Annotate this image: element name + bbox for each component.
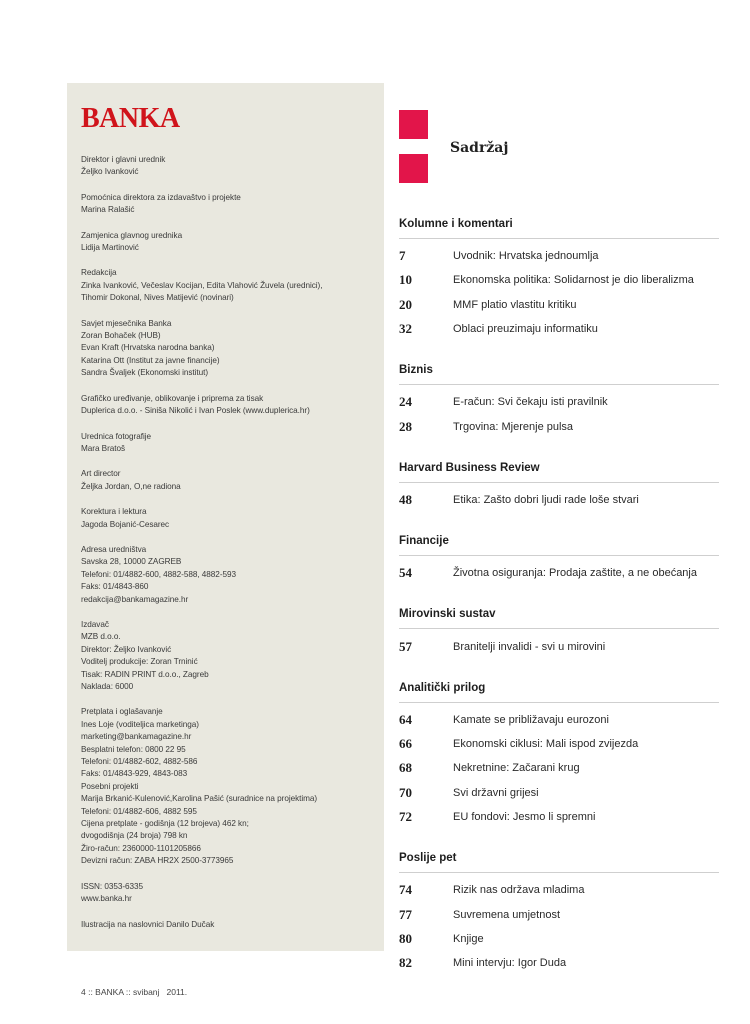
article-title: MMF platio vlastitu kritiku	[453, 298, 577, 311]
page-number: 54	[399, 565, 412, 581]
accent-square-top	[399, 110, 428, 139]
article-title: Etika: Zašto dobri ljudi rade loše stvari	[453, 493, 639, 506]
toc-entry	[399, 268, 719, 292]
credit-role: Izdavač	[81, 619, 109, 629]
page-number: 77	[399, 906, 412, 922]
section-heading: Analitički prilog	[399, 680, 719, 703]
credit-line: Ines Loje (voditeljica marketinga)	[81, 719, 199, 729]
toc-entry	[399, 756, 719, 780]
credit-line: Duplerica d.o.o. - Siniša Nikolić i Ivan Poslek (www.duplerica.hr)	[81, 406, 310, 416]
credit-line: www.banka.hr	[81, 894, 132, 904]
article-title: Svi državni grijesi	[453, 786, 539, 799]
article-title: Rizik nas održava mladima	[453, 884, 585, 897]
article-title: Ekonomska politika: Solidarnost je dio liberalizma	[453, 274, 694, 287]
section-heading: Kolumne i komentari	[399, 216, 719, 239]
credit-line: Željko Ivanković	[81, 167, 139, 177]
toc-entry	[399, 927, 719, 951]
page-number: 64	[399, 711, 412, 727]
credit-line: Evan Kraft (Hrvatska narodna banka)	[81, 343, 215, 353]
credit-line: Voditelj produkcije: Zoran Trninić	[81, 657, 198, 667]
toc-entry	[399, 317, 719, 341]
credit-role: Urednica fotografije	[81, 431, 151, 441]
toc-entry	[399, 390, 719, 414]
section-heading: Mirovinski sustav	[399, 606, 719, 629]
credit-role: Grafičko uređivanje, oblikovanje i priprema za tisak	[81, 393, 264, 403]
credit-line: Žiro-račun: 2360000-1101205866	[81, 843, 201, 853]
article-title: Branitelji invalidi - svi u mirovini	[453, 640, 606, 653]
credit-line: Naklada: 6000	[81, 682, 134, 691]
toc-entry	[399, 634, 719, 658]
page-number: 72	[399, 809, 412, 824]
page-number: 70	[399, 784, 412, 800]
page-number: 7	[399, 248, 406, 264]
credit-line: Željka Jordan, O,ne radiona	[81, 481, 181, 491]
credit-line: marketing@bankamagazine.hr	[81, 732, 192, 742]
toc-entry	[399, 732, 719, 756]
masthead-panel	[67, 83, 384, 951]
toc-section	[399, 362, 719, 439]
toc-entry	[399, 951, 719, 975]
toc-section	[399, 533, 719, 585]
page-number: 28	[399, 418, 412, 434]
credit-line: redakcija@bankamagazine.hr	[81, 594, 189, 604]
credit-role: Ilustracija na naslovnici Danilo Dučak	[81, 919, 215, 929]
credit-line: Savska 28, 10000 ZAGREB	[81, 557, 182, 567]
article-title: Oblaci preuzimaju informatiku	[453, 323, 598, 336]
section-heading: Biznis	[399, 362, 719, 385]
toc-entry	[399, 414, 719, 438]
credit-line: Telefoni: 01/4882-602, 4882-586	[81, 757, 198, 767]
section-heading: Poslije pet	[399, 850, 719, 873]
toc-sections	[399, 216, 719, 996]
credit-line: Tisak: RADIN PRINT d.o.o., Zagreb	[81, 669, 209, 679]
credit-line: Faks: 01/4843-929, 4843-083	[81, 769, 188, 779]
credit-line: Telefoni: 01/4882-606, 4882 595	[81, 806, 197, 816]
credit-line: Zinka Ivanković, Večeslav Kocijan, Edita Vlahović Žuvela (urednici),	[81, 280, 323, 290]
credit-role: Pomoćnica direktora za izdavaštvo i projekte	[81, 192, 241, 202]
article-title: Ekonomski ciklusi: Mali ispod zvijezda	[453, 738, 639, 751]
credit-line: Tihomir Dokonal, Nives Matijević (novinari)	[81, 293, 234, 303]
masthead-credit-block	[81, 318, 384, 380]
article-title: Uvodnik: Hrvatska jednoumlja	[453, 250, 599, 263]
section-heading: Harvard Business Review	[399, 460, 719, 483]
article-title: Nekretnine: Začarani krug	[453, 762, 580, 775]
credit-line: Devizni račun: ZABA HR2X 2500-3773965	[81, 856, 234, 866]
masthead-credit-block	[81, 506, 384, 531]
toc-section	[399, 680, 719, 829]
credit-role: Zamjenica glavnog urednika	[81, 230, 183, 240]
toc-section	[399, 850, 719, 975]
credit-line: Marija Brkanić-Kulenović,Karolina Pašić (suradnice na projektima)	[81, 794, 318, 804]
credit-line: Posebni projekti	[81, 781, 139, 791]
masthead-credit-block	[81, 393, 384, 418]
toc-section	[399, 460, 719, 512]
toc-entry	[399, 805, 719, 829]
section-heading: Financije	[399, 533, 719, 556]
article-title: Kamate se približavaju eurozoni	[453, 713, 609, 726]
credit-line: Marina Ralašić	[81, 205, 135, 215]
masthead-credit-block	[81, 919, 384, 931]
toc-entry	[399, 561, 719, 585]
page-number: 68	[399, 760, 412, 776]
article-title: E-račun: Svi čekaju isti pravilnik	[453, 396, 608, 409]
masthead-credit-block	[81, 267, 384, 304]
credit-line: dvogodišnja (24 broja) 798 kn	[81, 831, 188, 841]
credit-line: Faks: 01/4843-860	[81, 582, 149, 592]
credit-role: Adresa uredništva	[81, 544, 147, 554]
credit-role: Art director	[81, 469, 121, 479]
toc-entry	[399, 244, 719, 268]
credit-line: Sandra Švaljek (Ekonomski institut)	[81, 368, 209, 378]
toc-entry	[399, 708, 719, 732]
credit-line: Jagoda Bojanić-Cesarec	[81, 519, 170, 529]
page-number: 32	[399, 321, 412, 337]
toc-section	[399, 216, 719, 341]
toc-entry	[399, 781, 719, 805]
credit-role: Pretplata i oglašavanje	[81, 707, 163, 717]
toc-title: Sadržaj	[450, 140, 509, 156]
masthead-credit-block	[81, 154, 384, 179]
credit-line: Katarina Ott (Institut za javne financije)	[81, 355, 220, 365]
page-number: 82	[399, 955, 412, 971]
banka-logo: BANKA	[81, 103, 180, 134]
article-title: Suvremena umjetnost	[453, 908, 560, 921]
masthead-credit-block	[81, 468, 384, 493]
masthead-credit-block	[81, 881, 384, 906]
accent-square-bottom	[399, 154, 428, 183]
article-title: EU fondovi: Jesmo li spremni	[453, 811, 596, 823]
page-number: 24	[399, 394, 412, 410]
masthead-credit-block	[81, 192, 384, 217]
credit-line: Direktor: Željko Ivanković	[81, 644, 172, 654]
credit-line: Zoran Bohaček (HUB)	[81, 331, 161, 341]
masthead-credit-block	[81, 706, 384, 867]
credit-line: Besplatni telefon: 0800 22 95	[81, 744, 186, 754]
page-number: 48	[399, 491, 412, 507]
toc-section	[399, 606, 719, 658]
toc-entry	[399, 878, 719, 902]
page-number: 57	[399, 638, 412, 654]
credit-role: ISSN: 0353-6335	[81, 881, 144, 891]
article-title: Trgovina: Mjerenje pulsa	[453, 420, 574, 433]
article-title: Knjige	[453, 932, 484, 945]
credit-line: MZB d.o.o.	[81, 632, 121, 642]
credit-role: Direktor i glavni urednik	[81, 155, 166, 164]
masthead-credit-block	[81, 431, 384, 456]
page-number: 80	[399, 930, 412, 946]
toc-entry	[399, 293, 719, 317]
page-number: 20	[399, 296, 412, 312]
credit-role: Korektura i lektura	[81, 507, 147, 517]
toc-entry	[399, 488, 719, 512]
page-footer: 4 :: BANKA :: svibanj 2011.	[81, 987, 188, 997]
masthead-credits	[81, 154, 384, 931]
article-title: Mini intervju: Igor Duda	[453, 957, 567, 970]
credit-role: Redakcija	[81, 268, 117, 278]
credit-line: Cijena pretplate - godišnja (12 brojeva) 462 kn;	[81, 819, 249, 829]
masthead-credit-block	[81, 544, 384, 606]
credit-line: Telefoni: 01/4882-600, 4882-588, 4882-593	[81, 569, 237, 579]
toc-entry	[399, 902, 719, 926]
masthead-credit-block	[81, 619, 384, 693]
credit-role: Savjet mjesečnika Banka	[81, 318, 172, 328]
page-number: 10	[399, 272, 412, 288]
credit-line: Lidija Martinović	[81, 243, 139, 253]
credit-line: Mara Bratoš	[81, 443, 126, 453]
article-title: Životna osiguranja: Prodaja zaštite, a ne obećanja	[453, 567, 697, 580]
masthead-credit-block	[81, 230, 384, 255]
page-number: 74	[399, 882, 412, 898]
page-number: 66	[399, 736, 412, 752]
